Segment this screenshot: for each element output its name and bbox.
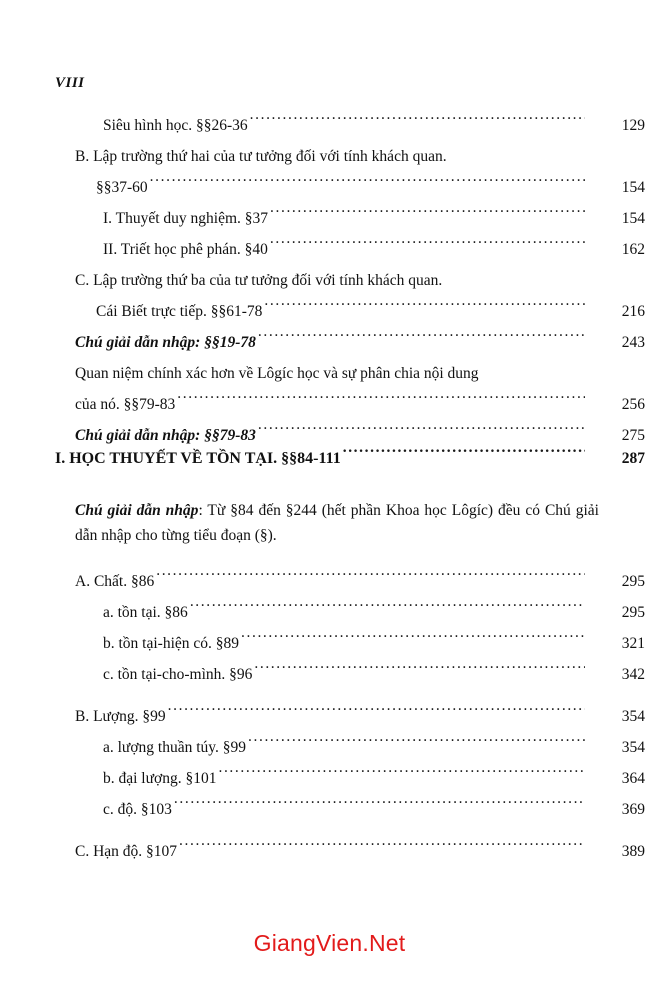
toc-entry[interactable]: [0, 566, 659, 597]
part-heading-row: [0, 443, 659, 474]
part-heading-title: I. HỌC THUYẾT VỀ TỒN TẠI: [55, 450, 274, 467]
dot-leader: [179, 841, 585, 857]
dot-leader: [250, 115, 585, 131]
toc-group: [0, 701, 659, 825]
toc-entry-label: a. tồn tại. §86: [103, 604, 188, 621]
note-lead-in: Chú giải dẫn nhập: [75, 502, 199, 519]
toc-entry[interactable]: [0, 327, 659, 358]
toc-entry-label: Siêu hình học. §§26-36: [103, 117, 248, 134]
dot-leader: [264, 301, 585, 317]
toc-entry[interactable]: [0, 389, 659, 420]
dot-leader: [258, 425, 585, 441]
toc-entry[interactable]: [0, 110, 659, 141]
toc-entry[interactable]: [0, 701, 659, 732]
dot-leader: [190, 602, 585, 618]
toc-entry-page-number: 216: [621, 303, 645, 320]
dot-leader: [241, 633, 585, 649]
toc-entry-page-number: 389: [621, 843, 645, 860]
watermark: GiangVien.Net: [253, 930, 406, 956]
part-heading-sections: . §§84-111: [273, 450, 341, 467]
toc-entry-page-number: 162: [621, 241, 645, 258]
dot-leader: [343, 447, 585, 463]
dot-leader: [174, 799, 585, 815]
note-body: : Từ §84 đến §244 (hết phần Khoa học Lôgíc) đều có Chú giải dẫn nhập cho từng tiểu đoạn (§).: [75, 502, 599, 544]
dot-leader: [218, 768, 585, 784]
dot-leader: [270, 208, 585, 224]
toc-entry-label: Cái Biết trực tiếp. §§61-78: [96, 303, 263, 320]
toc-entry-label: Chú giải dẫn nhập: §§19-78: [75, 334, 256, 351]
toc-entry[interactable]: [0, 358, 659, 389]
table-of-contents-lower: [0, 566, 659, 867]
toc-entry[interactable]: [0, 172, 659, 203]
toc-entry[interactable]: [0, 836, 659, 867]
part-heading-entry[interactable]: [0, 443, 659, 474]
toc-entry-label: a. lượng thuần túy. §99: [103, 739, 247, 756]
toc-entry-label: §§37-60: [96, 179, 148, 196]
dot-leader: [168, 706, 585, 722]
toc-entry-page-number: 295: [621, 604, 645, 621]
dot-leader: [150, 177, 585, 193]
part-heading-label: [55, 443, 341, 474]
toc-entry-label: b. tồn tại-hiện có. §89: [103, 635, 240, 652]
part-heading-page-number: 287: [621, 450, 645, 467]
page-folio: VIII: [55, 75, 85, 91]
toc-entry-page-number: 369: [621, 801, 645, 818]
dot-leader: [177, 394, 585, 410]
toc-entry[interactable]: [0, 597, 659, 628]
toc-group: [0, 836, 659, 867]
toc-entry[interactable]: [0, 234, 659, 265]
toc-entry[interactable]: [0, 763, 659, 794]
toc-entry[interactable]: [0, 141, 659, 172]
toc-entry-page-number: 154: [621, 210, 645, 227]
toc-entry[interactable]: [0, 203, 659, 234]
dot-leader: [258, 332, 585, 348]
toc-entry-label: Chú giải dẫn nhập: §§79-83: [75, 427, 256, 444]
toc-entry-label: c. tồn tại-cho-mình. §96: [103, 666, 253, 683]
toc-entry-label: I. Thuyết duy nghiệm. §37: [103, 210, 269, 227]
toc-entry-page-number: 275: [621, 427, 645, 444]
table-of-contents-upper: [0, 110, 659, 451]
toc-entry-page-number: 129: [621, 117, 645, 134]
toc-entry-page-number: 154: [621, 179, 645, 196]
dot-leader: [156, 571, 585, 587]
toc-entry-label: B. Lập trường thứ hai của tư tưởng đối với tính khách quan.: [75, 148, 447, 165]
toc-entry[interactable]: [0, 296, 659, 327]
toc-entry-page-number: 342: [621, 666, 645, 683]
introductory-note: [75, 498, 599, 548]
toc-entry-page-number: 354: [621, 739, 645, 756]
toc-entry-label: C. Hạn độ. §107: [75, 843, 178, 860]
toc-entry[interactable]: [0, 732, 659, 763]
toc-entry-label: b. đại lượng. §101: [103, 770, 217, 787]
toc-entry-label: Quan niệm chính xác hơn về Lôgíc học và sự phân chia nội dung: [75, 365, 479, 382]
toc-entry-label: A. Chất. §86: [75, 573, 155, 590]
toc-entry-label: c. độ. §103: [103, 801, 172, 818]
toc-entry[interactable]: [0, 628, 659, 659]
toc-entry[interactable]: [0, 794, 659, 825]
toc-entry-page-number: 243: [621, 334, 645, 351]
toc-entry-label: C. Lập trường thứ ba của tư tưởng đối với tính khách quan.: [75, 272, 443, 289]
toc-entry-label: II. Triết học phê phán. §40: [103, 241, 268, 258]
dot-leader: [270, 239, 585, 255]
toc-entry-page-number: 354: [621, 708, 645, 725]
toc-entry[interactable]: [0, 659, 659, 690]
toc-group: [0, 566, 659, 690]
dot-leader: [254, 664, 585, 680]
toc-entry-page-number: 295: [621, 573, 645, 590]
toc-entry-page-number: 256: [621, 396, 645, 413]
toc-entry-page-number: 364: [621, 770, 645, 787]
toc-entry-page-number: 321: [621, 635, 645, 652]
toc-entry-label: B. Lượng. §99: [75, 708, 166, 725]
toc-entry-label: của nó. §§79-83: [75, 396, 176, 413]
toc-entry[interactable]: [0, 265, 659, 296]
dot-leader: [248, 737, 585, 753]
